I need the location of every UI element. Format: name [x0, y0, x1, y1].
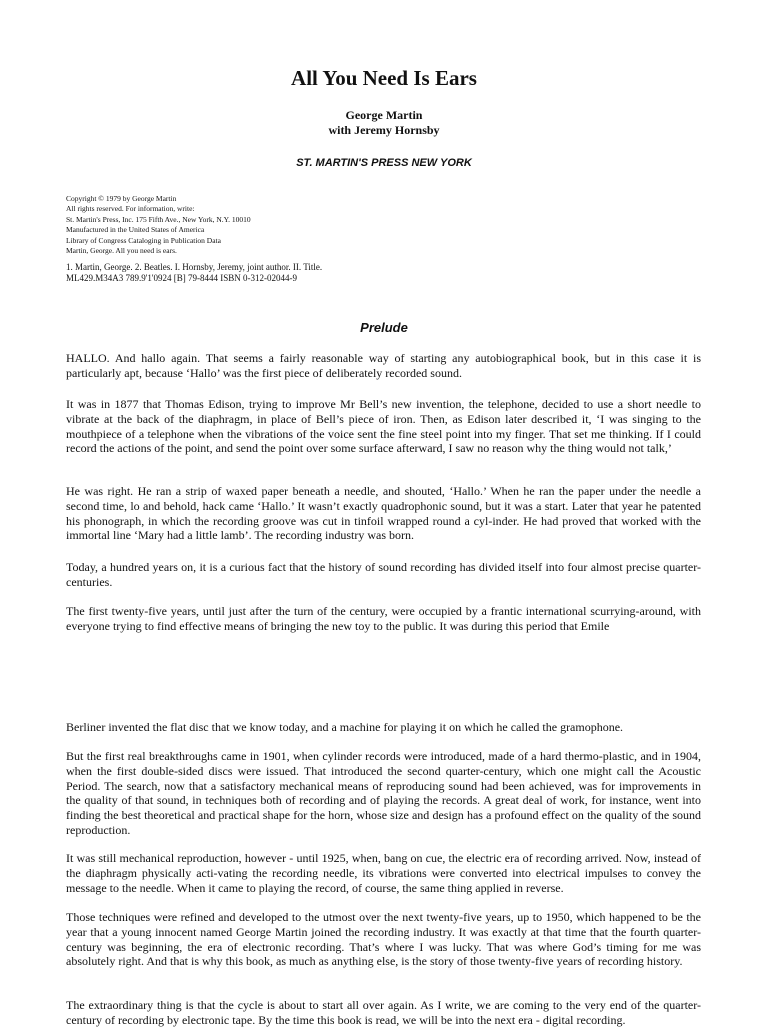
copyright-line: Copyright © 1979 by George Martin	[66, 194, 177, 203]
paragraph: HALLO. And hallo again. That seems a fairly reasonable way of starting any autobiographical book, but in this case it is particularly apt, because ‘Hallo’ was the first piece of deliberately recorded sound.	[66, 351, 701, 380]
paragraph: But the first real breakthroughs came in 1901, when cylinder records were introduced, made of a hard thermo-plastic, and in 1904, when the first double-sided discs were issued. That introduced the second quarter-century, which one might call the Acoustic Period. The search, now that a satisfactory mechanical means of reproducing sound had been achieved, was for improvements in the quality of that sound, in techniques both of recording and of playing the records. A great deal of work, for instance, went into finding the best theoretical and practical shape for the horn, whose size and design has a profound effect on the quality of the sound reproduction.	[66, 749, 701, 837]
paragraph: The first twenty-five years, until just after the turn of the century, were occupied by a frantic international scurrying-around, with everyone trying to find effective means of bringing the new toy to the public. It was during this period that Emile	[66, 604, 701, 633]
publisher-line: ST. MARTIN'S PRESS NEW YORK	[296, 157, 472, 169]
section-title: Prelude	[360, 320, 408, 335]
copyright-line: St. Martin's Press, Inc. 175 Fifth Ave., New York, N.Y. 10010	[66, 214, 251, 224]
catalog-block	[66, 262, 466, 283]
author-name: George Martin	[345, 108, 423, 122]
book-title: All You Need Is Ears	[291, 66, 477, 90]
copyright-line: Library of Congress Cataloging in Publication Data	[66, 235, 221, 245]
paragraph: Berliner invented the flat disc that we know today, and a machine for playing it on which he called the gramophone.	[66, 720, 624, 734]
coauthor-name: with Jeremy Hornsby	[328, 123, 440, 137]
copyright-line: All rights reserved. For information, write:	[66, 204, 195, 214]
paragraph: It was in 1877 that Thomas Edison, trying to improve Mr Bell’s new invention, the telephone, decided to use a short needle to vibrate at the back of the diaphragm, in place of Bell’s piece of iron. Then, as Edison later described it, ‘I was singing to the mouthpiece of a telephone when the vibrations of the voice sent the fine steel point into my finger. That set me thinking. If I could record the actions of the point, and send the point over some surface afterward, I saw no reason why the thing would not talk,’	[66, 397, 701, 456]
paragraph: The extraordinary thing is that the cycle is about to start all over again. As I write, we are coming to the very end of the quarter-century of recording by electronic tape. By the time this book is read, we will be into the next era - digital recording.	[66, 998, 701, 1027]
catalog-line: 1. Martin, George. 2. Beatles. I. Hornsby, Jeremy, joint author. II. Title.	[66, 262, 323, 272]
paragraph: Today, a hundred years on, it is a curious fact that the history of sound recording has divided itself into four almost precise quarter-centuries.	[66, 560, 701, 589]
paragraph: He was right. He ran a strip of waxed paper beneath a needle, and shouted, ‘Hallo.’ When he ran the paper under the needle a second time, lo and behold, hack came ‘Hallo.’ It wasn’t exactly quadrophonic sound, but it was a start. Later that year he patented his phonograph, in which the recording groove was cut in tinfoil wrapped round a cyl-inder. He had proved that worked with the immortal line ‘Mary had a little lamb’. The recording industry was born.	[66, 484, 701, 543]
paragraph: It was still mechanical reproduction, however - until 1925, when, bang on cue, the electric era of recording arrived. Now, instead of the diaphragm physically acti-vating the recording needle, its vibrations were converted into electrical impulses to convey the message to the needle. When it came to playing the record, of course, the same thing applied in reverse.	[66, 851, 701, 895]
paragraph: Those techniques were refined and developed to the utmost over the next twenty-five years, up to 1950, which happened to be the year that a young innocent named George Martin joined the recording industry. It was exactly at that time that the fourth quarter-century was beginning, the era of electronic recording. That’s where I was lucky. That was where God’s timing for me was absolutely right. And that is why this book, as much as anything else, is the story of those twenty-five years of recording history.	[66, 910, 701, 969]
copyright-block	[66, 194, 466, 256]
copyright-line: Manufactured in the United States of America	[66, 225, 205, 235]
copyright-line: Martin, George. All you need is ears.	[66, 246, 177, 256]
catalog-line: ML429.M34A3 789.9'1'0924 [B] 79-8444 ISBN 0-312-02044-9	[66, 272, 297, 283]
